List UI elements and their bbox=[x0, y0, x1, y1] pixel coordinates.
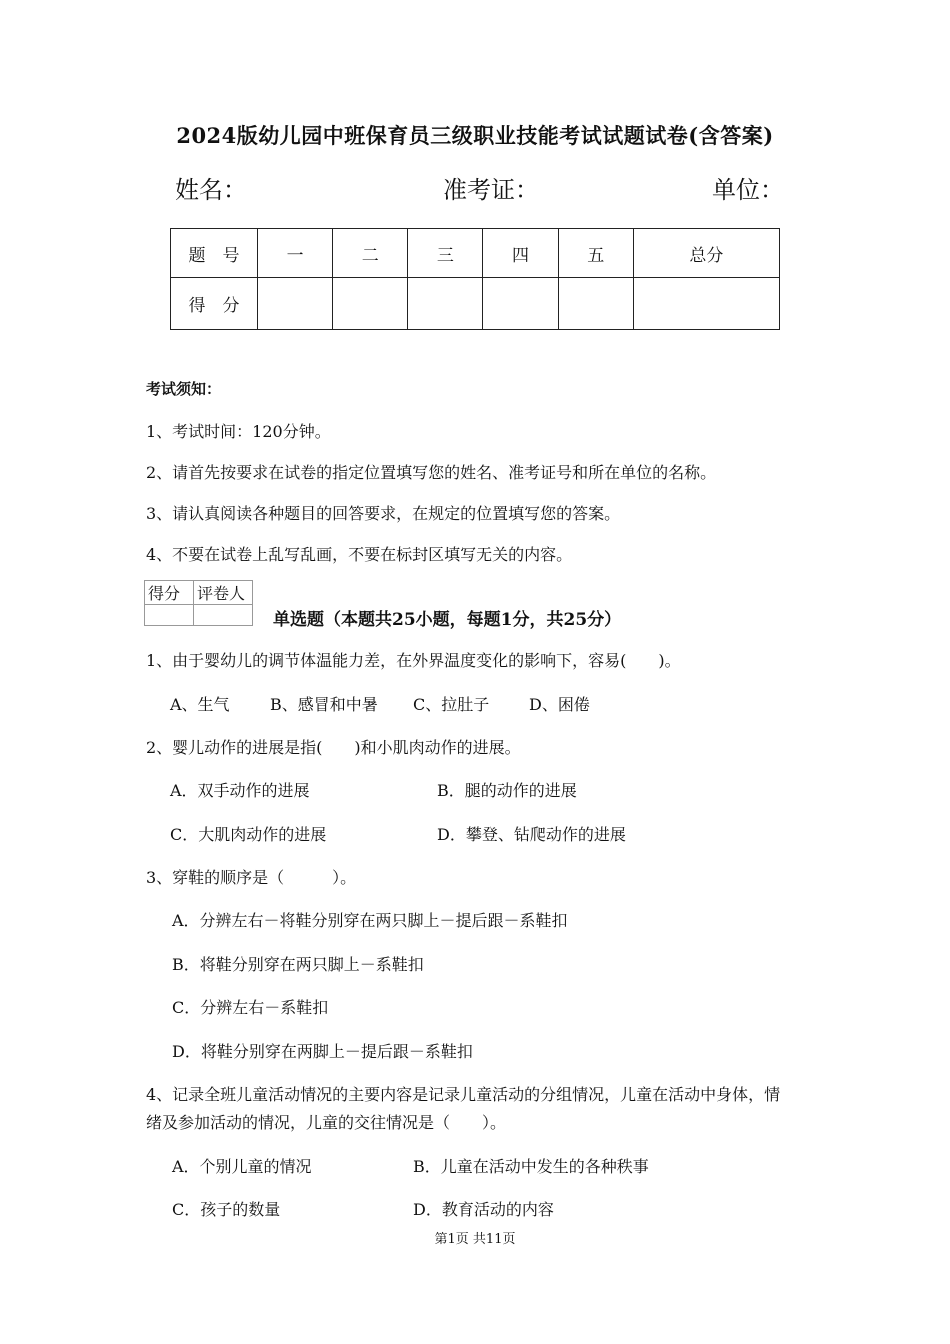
question-1-stem: 1、由于婴幼儿的调节体温能力差，在外界温度变化的影响下，容易( )。 bbox=[146, 651, 681, 670]
grader-box bbox=[144, 580, 253, 626]
grader-name-label: 评卷人 bbox=[194, 581, 253, 605]
score-row-label: 得 分 bbox=[171, 278, 258, 330]
question-3-option-d: D．将鞋分别穿在两脚上－提后跟－系鞋扣 bbox=[172, 1042, 473, 1061]
score-cell-total[interactable] bbox=[633, 278, 779, 330]
question-3-option-c: C．分辨左右－系鞋扣 bbox=[172, 998, 329, 1017]
question-number-label: 题 号 bbox=[171, 229, 258, 278]
question-1-option-a: A、生气 bbox=[170, 695, 230, 714]
question-3-option-a: A．分辨左右－将鞋分别穿在两只脚上－提后跟－系鞋扣 bbox=[172, 911, 568, 930]
question-1-option-b: B、感冒和中暑 bbox=[270, 695, 378, 714]
question-2-stem: 2、婴儿动作的进展是指( )和小肌肉动作的进展。 bbox=[146, 738, 521, 757]
score-cell-5[interactable] bbox=[558, 278, 633, 330]
page-footer: 第1页 共11页 bbox=[434, 1232, 516, 1247]
grader-score-label: 得分 bbox=[145, 581, 194, 605]
question-2-option-a: A．双手动作的进展 bbox=[170, 781, 310, 800]
question-4-option-a: A．个别儿童的情况 bbox=[172, 1157, 312, 1176]
question-4-option-b: B．儿童在活动中发生的各种秩事 bbox=[413, 1157, 649, 1176]
score-table-score-row bbox=[171, 278, 780, 330]
notice-heading: 考试须知： bbox=[146, 380, 222, 398]
grader-score-cell[interactable] bbox=[145, 605, 194, 626]
question-2-option-c: C．大肌肉动作的进展 bbox=[170, 825, 327, 844]
question-4-stem: 4、记录全班儿童活动情况的主要内容是记录儿童活动的分组情况，儿童在活动中身体，情 bbox=[146, 1085, 781, 1104]
question-4-option-c: C．孩子的数量 bbox=[172, 1200, 281, 1219]
section-title: 单选题（本题共25小题，每题1分，共25分） bbox=[273, 610, 622, 630]
question-1-option-d: D、困倦 bbox=[529, 695, 590, 714]
score-column-4: 四 bbox=[483, 229, 558, 278]
score-column-1: 一 bbox=[258, 229, 333, 278]
score-table bbox=[170, 228, 780, 330]
score-column-5: 五 bbox=[558, 229, 633, 278]
exam-id-field-label: 准考证： bbox=[443, 176, 539, 204]
notice-item: 1、考试时间：120分钟。 bbox=[146, 422, 331, 441]
question-2-option-d: D．攀登、钻爬动作的进展 bbox=[437, 825, 626, 844]
score-cell-2[interactable] bbox=[333, 278, 408, 330]
score-cell-1[interactable] bbox=[258, 278, 333, 330]
notice-item: 4、不要在试卷上乱写乱画，不要在标封区填写无关的内容。 bbox=[146, 545, 573, 564]
question-3-option-b: B．将鞋分别穿在两只脚上－系鞋扣 bbox=[172, 955, 424, 974]
score-cell-3[interactable] bbox=[408, 278, 483, 330]
grader-name-cell[interactable] bbox=[194, 605, 253, 626]
score-cell-4[interactable] bbox=[483, 278, 558, 330]
name-field-label: 姓名： bbox=[175, 176, 247, 204]
question-2-option-b: B．腿的动作的进展 bbox=[437, 781, 577, 800]
notice-item: 3、请认真阅读各种题目的回答要求，在规定的位置填写您的答案。 bbox=[146, 504, 621, 523]
score-column-total: 总分 bbox=[633, 229, 779, 278]
notice-item: 2、请首先按要求在试卷的指定位置填写您的姓名、准考证号和所在单位的名称。 bbox=[146, 463, 717, 482]
question-4-option-d: D．教育活动的内容 bbox=[413, 1200, 554, 1219]
question-4-stem-continued: 绪及参加活动的情况，儿童的交往情况是（ ）。 bbox=[146, 1113, 507, 1132]
document-title: 2024版幼儿园中班保育员三级职业技能考试试题试卷(含答案) bbox=[176, 123, 774, 148]
score-column-2: 二 bbox=[333, 229, 408, 278]
score-column-3: 三 bbox=[408, 229, 483, 278]
question-3-stem: 3、穿鞋的顺序是（ ）。 bbox=[146, 868, 357, 887]
unit-field-label: 单位： bbox=[712, 176, 784, 204]
question-1-option-c: C、拉肚子 bbox=[413, 695, 490, 714]
score-table-header-row bbox=[171, 229, 780, 278]
